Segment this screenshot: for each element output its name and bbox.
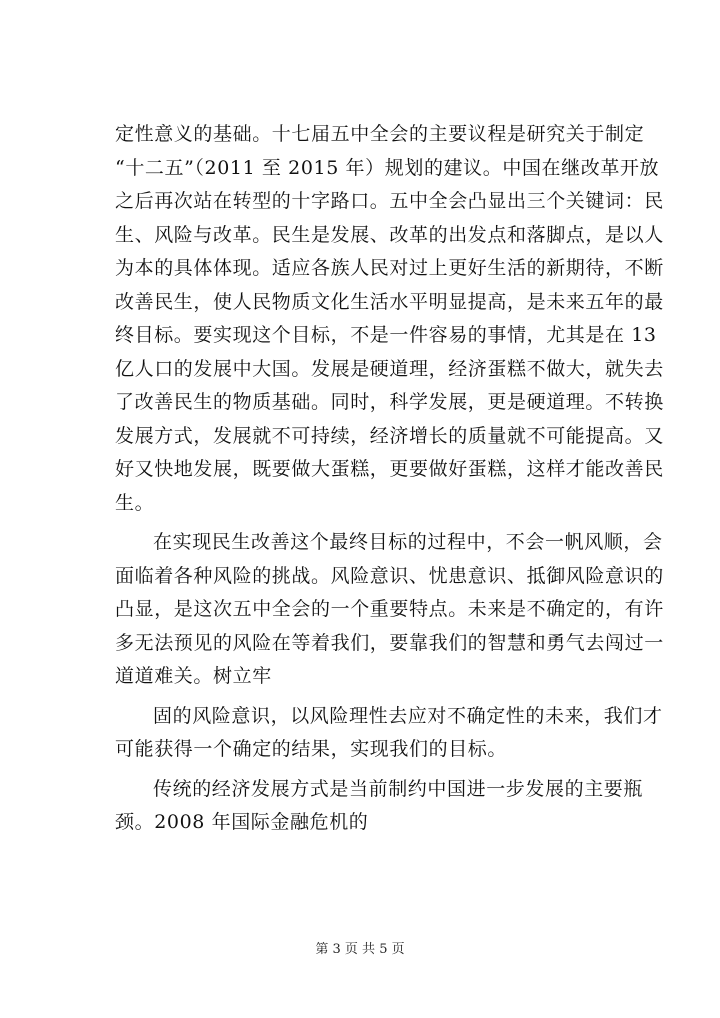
text-line: 发展方式，发展就不可持续，经济增长的质量就不可能提高。又 xyxy=(115,424,664,447)
paragraph-3 xyxy=(115,700,663,767)
text-line: 凸显，是这次五中全会的一个重要特点。未来是不确定的，有许 xyxy=(115,598,664,620)
page-number-footer: 第 3 页 共 5 页 xyxy=(315,942,405,957)
text-line: 了改善民生的物质基础。同时，科学发展，更是硬道理。不转换 xyxy=(115,391,664,413)
text-line: 多无法预见的风险在等着我们，要靠我们的智慧和勇气去闯过一 xyxy=(115,631,664,654)
text-line: 颈。2008 年国际金融危机的 xyxy=(115,811,369,833)
text-line: 生、风险与改革。民生是发展、改革的出发点和落脚点，是以人 xyxy=(115,223,664,246)
text-line: 亿人口的发展中大国。发展是硬道理，经济蛋糕不做大，就失去 xyxy=(115,357,664,380)
text-line: 道道难关。树立牢 xyxy=(115,665,272,687)
paragraph-2 xyxy=(115,526,664,694)
text-line: 在实现民生改善这个最终目标的过程中，不会一帆风顺，会 xyxy=(153,531,663,553)
text-line: 改善民生，使人民物质文化生活水平明显提高，是未来五年的最 xyxy=(115,290,664,313)
text-line: 好又快地发展，既要做大蛋糕，更要做好蛋糕，这样才能改善民 xyxy=(115,458,664,480)
text-line: 固的风险意识，以风险理性去应对不确定性的未来，我们才 xyxy=(153,704,663,727)
text-line: 面临着各种风险的挑战。风险意识、忧患意识、抵御风险意识的 xyxy=(115,564,664,587)
text-line: 可能获得一个确定的结果，实现我们的目标。 xyxy=(115,738,508,760)
text-line: 生。 xyxy=(115,491,155,514)
text-line: “十二五”（2011 至 2015 年）规划的建议。中国在继改革开放 xyxy=(115,156,660,179)
text-line: 定性意义的基础。十七届五中全会的主要议程是研究关于制定 xyxy=(115,123,645,145)
text-line: 为本的具体体现。适应各族人民对过上更好生活的新期待，不断 xyxy=(115,257,664,279)
document-body xyxy=(115,118,664,846)
text-line: 传统的经济发展方式是当前制约中国进一步发展的主要瓶 xyxy=(153,777,644,800)
text-line: 终目标。要实现这个目标，不是一件容易的事情，尤其是在 13 xyxy=(115,324,657,346)
paragraph-4 xyxy=(115,773,644,840)
paragraph-1 xyxy=(115,118,664,520)
text-line: 之后再次站在转型的十字路口。五中全会凸显出三个关键词：民 xyxy=(115,190,664,212)
